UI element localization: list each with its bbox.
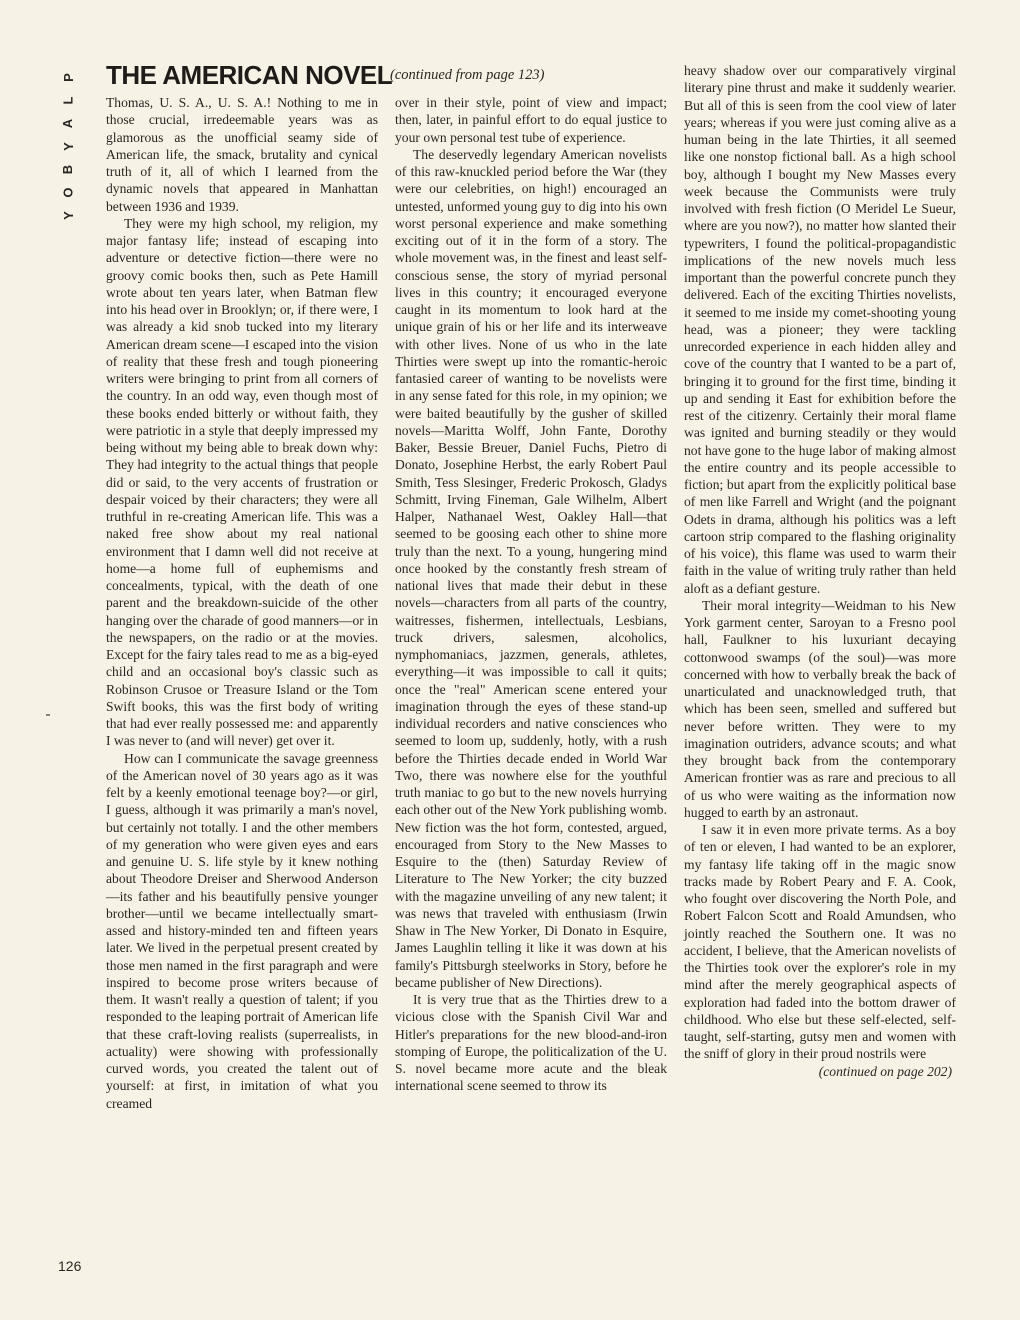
text-column-1: [106, 94, 378, 1112]
paragraph: Their moral integrity—Weidman to his New York garment center, Saroyan to a Fresno pool hall, Faulkner to his luxuriant decaying cottonwood swamps (of the soul)—was more concerned with how to verbally break the back of unarticulated and unacknowledged truth, that which has been seen, smelled and suffered but never before written. They were to my imagination outriders, advance scouts; and what they brought back from the contemporary American frontier was as rare and precious to all of us who were waiting as the information now hugged to earth by an astronaut.: [684, 597, 956, 820]
paragraph: How can I communicate the savage greenness of the American novel of 30 years ago as it was felt by a keenly emotional teenage boy?—or girl, I guess, although it was primarily a man's novel, but certainly not totally. I and the other members of my generation who were given eyes and ears and genuine U. S. life style by it knew nothing about Theodore Dreiser and Sherwood Anderson—its father and his beautifully pensive younger brother—until we became intellectually smart-assed and history-minded ten and fifteen years later. We lived in the perpetual present created by those men named in the first paragraph and were inspired to become prose writers because of them. It wasn't really a question of talent; if you responded to the leaping portrait of American life that these craft-loving realists (superrealists, in actuality) were showing with professionally curved words, you created the talent out of yourself: at first, in imitation of what you creamed: [106, 750, 378, 1111]
side-letter: O: [60, 187, 76, 198]
text-column-2: [395, 94, 667, 1095]
paragraph: Thomas, U. S. A., U. S. A.! Nothing to me in those crucial, irredeemable years was as glamorous as the unofficial seamy side of American life, the smack, brutality and cynical truth of it, all of which I learned from the dynamic novels that appeared in Manhattan between 1936 and 1939.: [106, 95, 378, 214]
side-letter: P: [60, 73, 76, 82]
text-column-3: [684, 62, 956, 1080]
side-letter: Y: [60, 142, 76, 151]
paragraph: The deservedly legendary American novelists of this raw-knuckled period before the War (they were our celebrities, on high!) encouraged an untested, unformed young guy to dig into his own worst personal experience and make something exciting out of it in the form of a story. The whole movement was, in the finest and least self-conscious sense, the story of myriad personal lives in this country; it encouraged everyone caught in its momentum to look hard at the unique grain of his or her life and its interweave with other lives. None of us who in the late Thirties were swept up into the romantic-heroic fantasied career of wanting to be novelists were in any sense fated for this role, in my opinion; we were baited beautifully by the gusher of skilled novels—Maritta Wolff, John Fante, Dorothy Baker, Bessie Breuer, Daniel Fuchs, Pietro di Donato, Josephine Herbst, the early Robert Paul Smith, Tess Slesinger, Frederic Prokosch, Gladys Schmitt, Irving Fineman, Gale Wilhelm, Albert Halper, Nathanael West, Oakley Hall—that seemed to be goosing each other to shine more truly than the next. To a young, hungering mind once hooked by the constantly fresh stream of national lives that made their debut in these novels—characters from all parts of the country, waitresses, fishermen, intellectuals, Lesbians, truck drivers, salesmen, alcoholics, nymphomaniacs, jazzmen, generals, athletes, everything—it was impossible to call it quits; once the "real" American scene entered your imagination through the eyes of these stand-up individual recorders and native consciences who seemed to loom up, suddenly, hotly, with a rush before the Thirties decade ended in World War Two, there was nowhere else for the youthful truth maniac to go but to the new novels hurrying each other out of the New York publishing womb. New fiction was the hot form, contested, argued, encouraged from Story to the New Masses to Esquire to the (then) Saturday Review of Literature to The New Yorker; the city buzzed with the magazine unveiling of any new talent; it was news that traveled with enthusiasm (Irwin Shaw in The New Yorker, Di Donato in Esquire, James Laughlin telling it like it was down at his family's Pittsburgh steelworks in Story, before he became publisher of New Directions).: [395, 146, 667, 990]
paragraph: It is very true that as the Thirties drew to a vicious close with the Spanish Civil War and Hitler's preparations for the new blood-and-iron stomping of Europe, the politicalization of the U. S. novel became more acute and the bleak international scene seemed to throw its: [395, 992, 667, 1094]
magazine-side-label: [56, 66, 80, 227]
continued-on-note: (continued on page 202): [818, 1063, 952, 1079]
continued-from-note: (continued from page 123): [390, 67, 545, 83]
paragraph: over in their style, point of view and impact; then, later, in painful effort to do equal justice to your own personal test tube of experience.: [395, 95, 667, 145]
side-letter: A: [60, 118, 76, 129]
paragraph: heavy shadow over our comparatively virginal literary pine thrust and make it suddenly wearier. But all of this is seen from the cool view of later years; whereas if you were just coming alive as a human being in the late Thirties, it all seemed like one nonstop fictional ball. As a high school boy, although I bought my New Masses every week because the Communists were truly involved with fresh fiction (O Meridel Le Sueur, where are you now?), no matter how slanted their typewriters, I found the political-propagandistic implications of the new novels much less important than the powerful concrete punch they delivered. Each of the exciting Thirties novelists, it seemed to me inside my comet-shooting young head, was a pioneer; they were tackling unrecorded experience in each hidden alley and cove of the country that I wanted to be a part of, bringing it to ground for the first time, binding it up and sending it East for exhibition before the rest of the citizenry. Certainly their moral flame was ignited and burning steadily or they would not have gone to the huge labor of making almost the entire country and its people accessible to fiction; but apart from the explicitly political base of men like Farrell and Wright (and the poignant Odets in drama, although his politics was a left cartoon strip compared to the flashing originality of his voice), this flame was used to warm their faith in the value of writing truly rather than held aloft as a defiant gesture.: [684, 63, 956, 596]
side-letter: L: [60, 96, 76, 105]
paragraph: I saw it in even more private terms. As a boy of ten or eleven, I had wanted to be an explorer, my fantasy life taking off in the magic snow tracks made by Robert Peary and F. A. Cook, who fought over discovering the North Pole, and Robert Falcon Scott and Roald Amundsen, who jointly reached the Southern one. It was no accident, I believe, that the American novelists of the Thirties took over the explorer's role in my mind after the merely geographical aspects of exploration had faded into the bottom drawer of childhood. Who else but these self-elected, self-taught, self-starting, gutsy men and women with the sniff of glory in their proud nostrils were: [684, 822, 956, 1062]
page-number: 126: [58, 1258, 82, 1274]
paragraph: They were my high school, my religion, my major fantasy life; instead of escaping into adventure or detective fiction—there were no groovy comic books then, such as Pete Hamill wrote about ten years later, when Batman flew into his head over in Brooklyn; or, if there were, I was already a kid snob tucked into my literary American dream scene—I escaped into the vision of reality that these fresh and tough pioneering writers were bringing to print from all corners of the country. In an odd way, even though most of these books ended bitterly or without faith, they were patriotic in a style that deeply impressed my being without my being able to break down why: They had integrity to the actual things that people did or said, to the very accents of frustration or despair voiced by their characters; they were all truthful in re-creating American life. This was a naked free show about my real national environment that I damn well did not receive at home—a home full of euphemisms and concealments, typical, with the death of one parent and the breakdown-suicide of the other hanging over the charade of good manners—or in the newspapers, on the radio or at the movies. Except for the fairy tales read to me as a big-eyed child and an occasional boy's classic such as Robinson Crusoe or Treasure Island or the Tom Swift books, this was the first body of writing that had ever really possessed me: and apparently I was never to (and will never) get over it.: [106, 215, 378, 749]
article-headline: THE AMERICAN NOVEL: [106, 60, 393, 90]
side-letter: Y: [60, 211, 76, 220]
side-letter: B: [60, 164, 76, 175]
margin-mark: [46, 714, 50, 716]
